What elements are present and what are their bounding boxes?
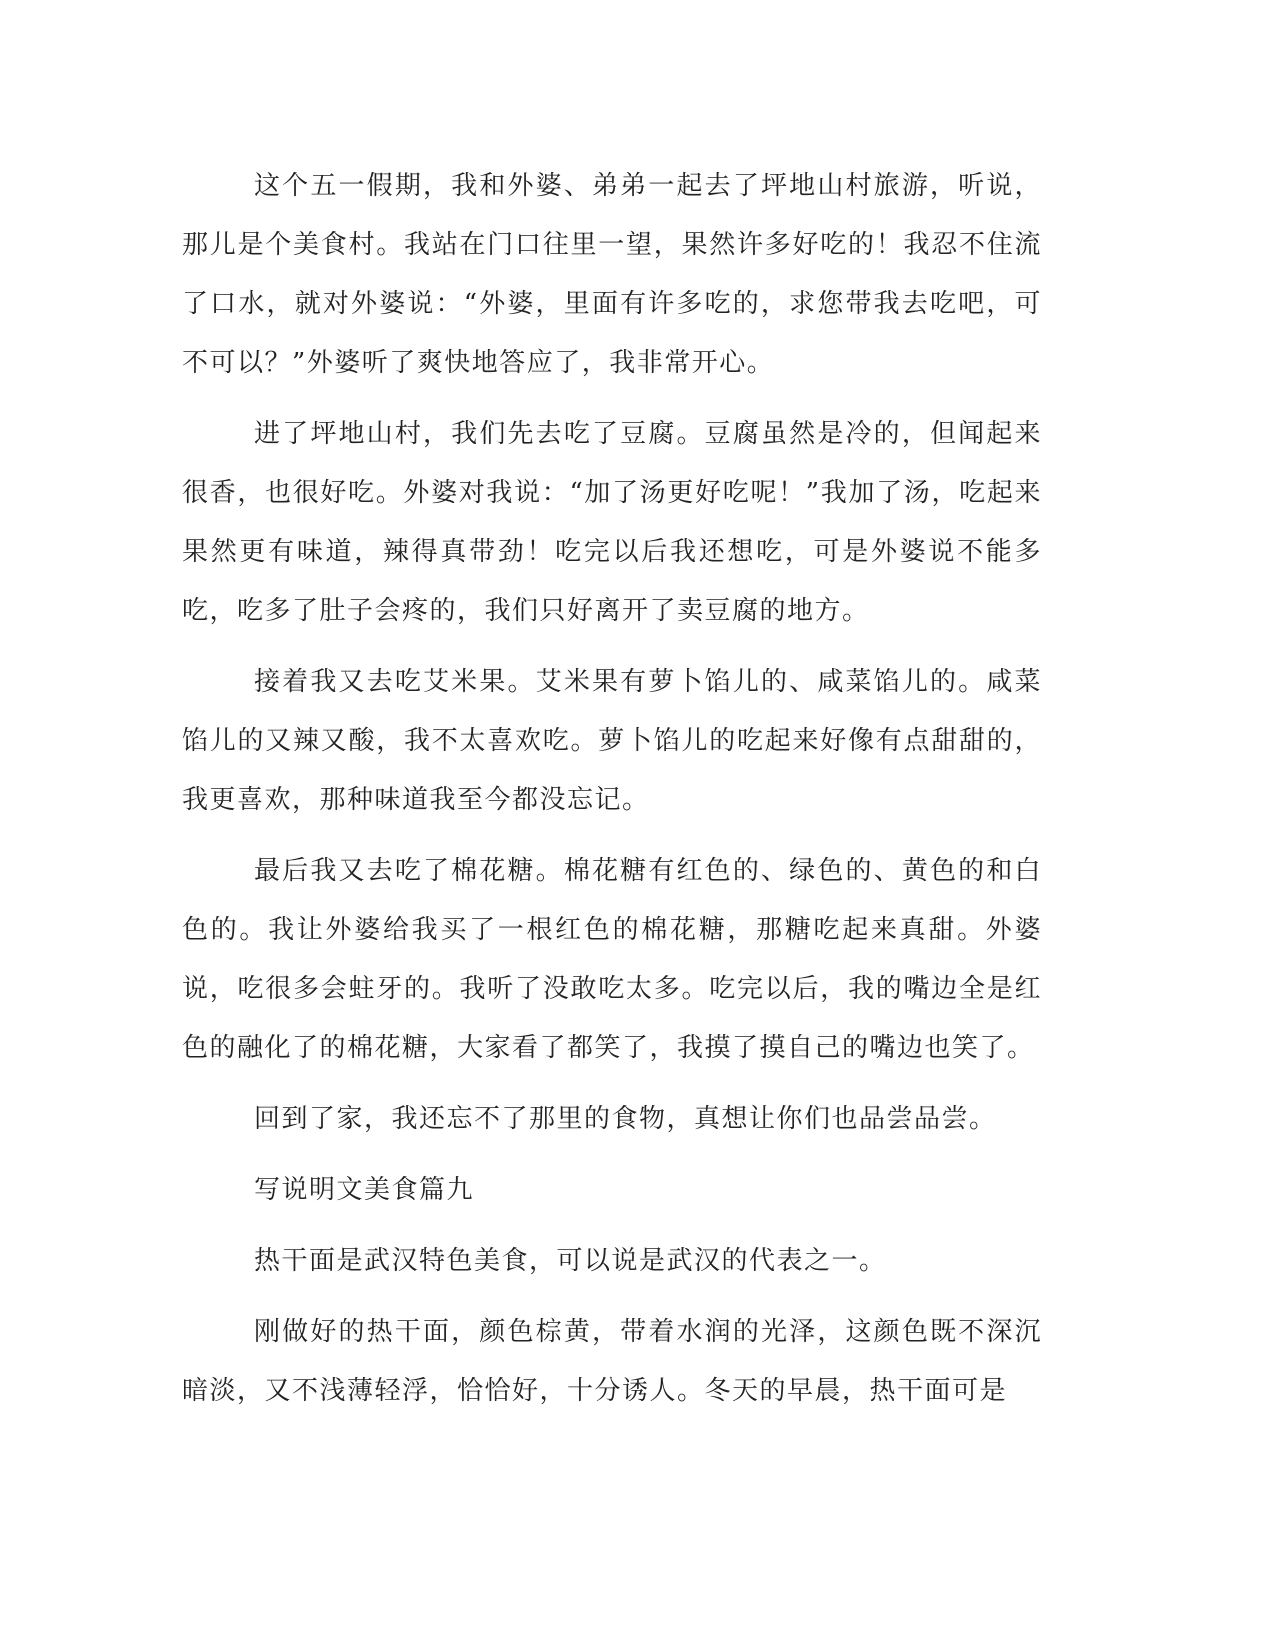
- paragraph-3: 接着我又去吃艾米果。艾米果有萝卜馅儿的、咸菜馅儿的。咸菜馅儿的又辣又酸，我不太喜欢吃。萝卜馅儿的吃起来好像有点甜甜的，我更喜欢，那种味道我至今都没忘记。: [182, 667, 1042, 815]
- paragraph-6: 热干面是武汉特色美食，可以说是武汉的代表之一。: [254, 1246, 887, 1276]
- paragraph-7: 刚做好的热干面，颜色棕黄，带着水润的光泽，这颜色既不深沉暗淡，又不浅薄轻浮，恰恰好，十分诱人。冬天的早晨，热干面可是: [182, 1317, 1042, 1406]
- document-body: [182, 157, 1042, 1433]
- paragraph-1: 这个五一假期，我和外婆、弟弟一起去了坪地山村旅游，听说，那儿是个美食村。我站在门口往里一望，果然许多好吃的！我忍不住流了口水，就对外婆说：“外婆，里面有许多吃的，求您带我去吃吧，可不可以？”外婆听了爽快地答应了，我非常开心。: [182, 171, 1042, 378]
- paragraph-4: 最后我又去吃了棉花糖。棉花糖有红色的、绿色的、黄色的和白色的。我让外婆给我买了一根红色的棉花糖，那糖吃起来真甜。外婆说，吃很多会蛀牙的。我听了没敢吃太多。吃完以后，我的嘴边全是红色的融化了的棉花糖，大家看了都笑了，我摸了摸自己的嘴边也笑了。: [182, 856, 1042, 1063]
- paragraph-5: 回到了家，我还忘不了那里的食物，真想让你们也品尝品尝。: [254, 1104, 997, 1134]
- section-heading: 写说明文美食篇九: [254, 1175, 475, 1205]
- paragraph-2: 进了坪地山村，我们先去吃了豆腐。豆腐虽然是冷的，但闻起来很香，也很好吃。外婆对我说：“加了汤更好吃呢！”我加了汤，吃起来果然更有味道，辣得真带劲！吃完以后我还想吃，可是外婆说不能多吃，吃多了肚子会疼的，我们只好离开了卖豆腐的地方。: [182, 419, 1042, 626]
